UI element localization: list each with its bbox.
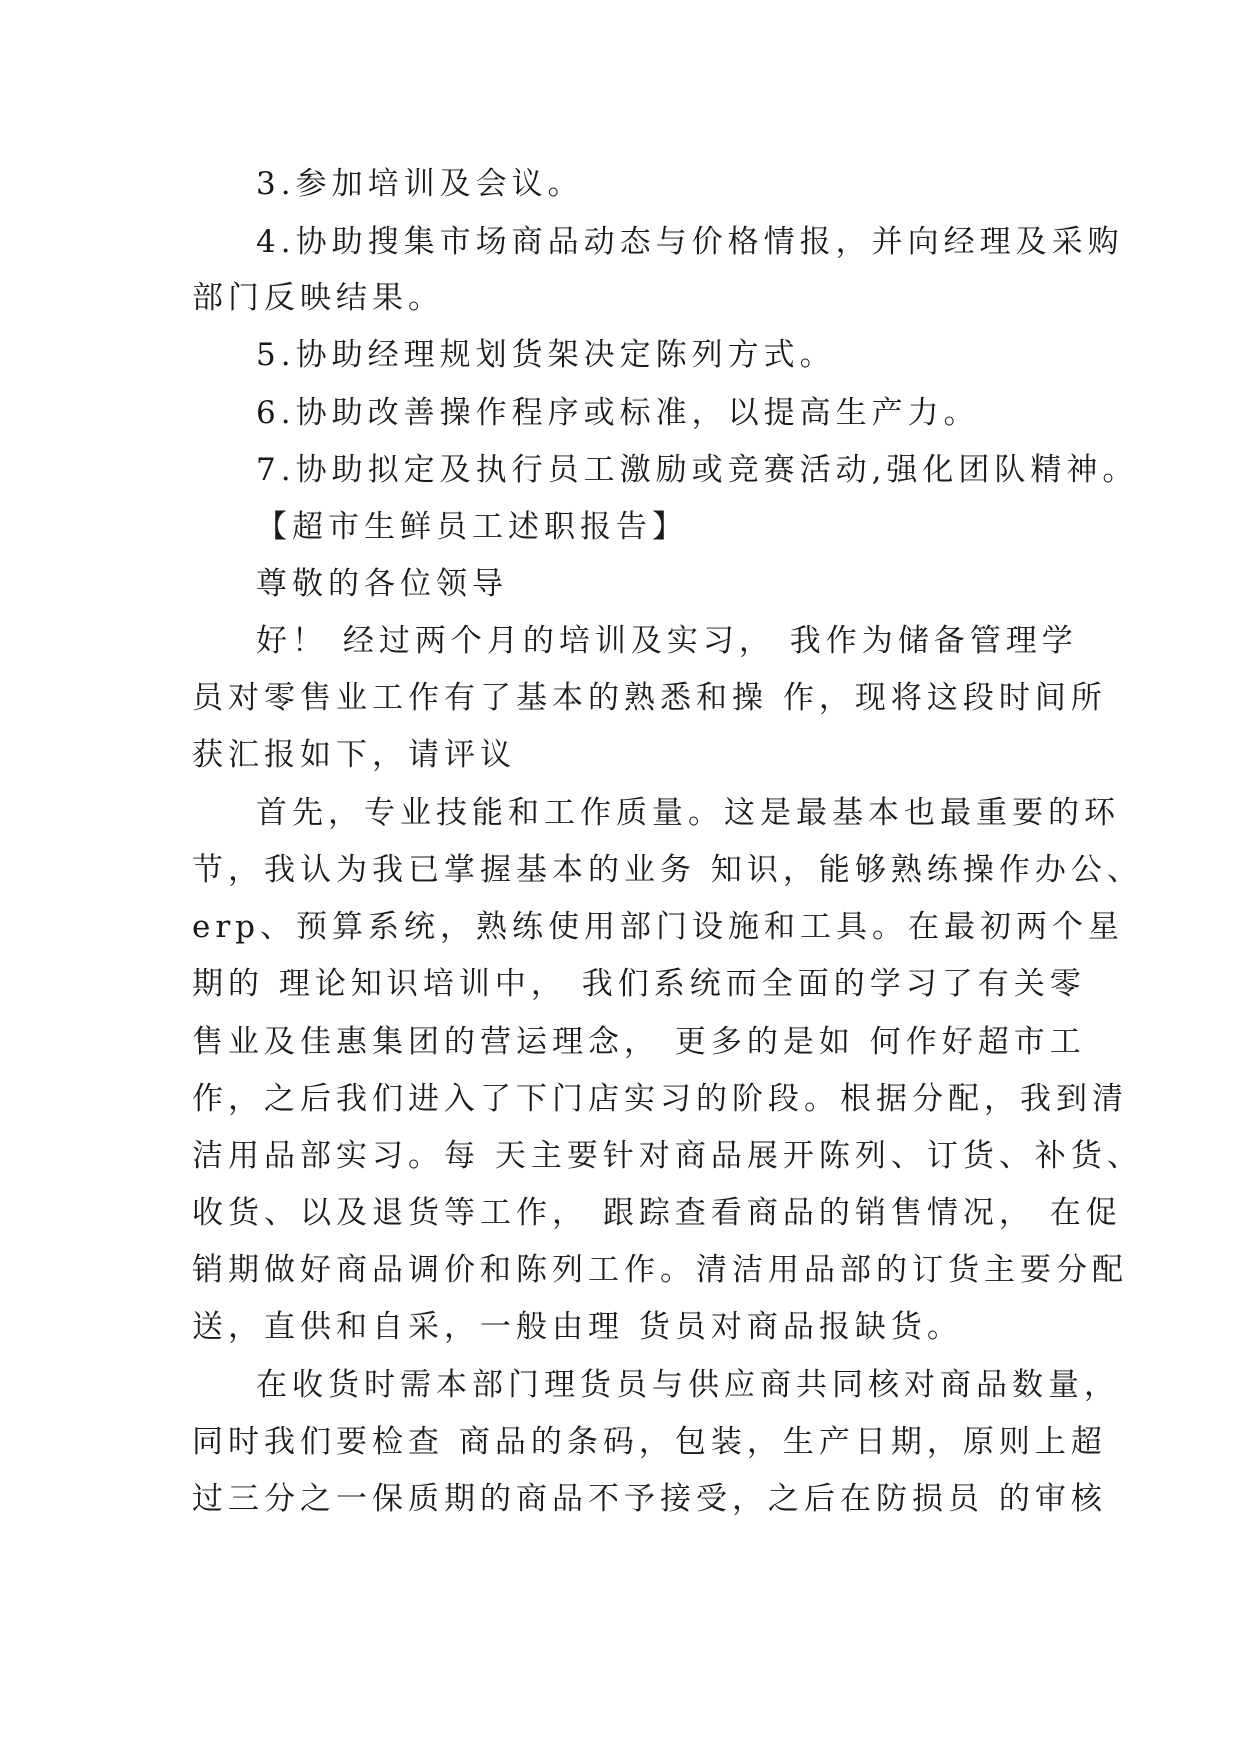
list-item-6: 6.协助改善操作程序或标准，以提高生产力。 [256,395,980,431]
paragraph-line: 洁用品部实习。每 天主要针对商品展开陈列、订货、补货、 [192,1138,1143,1174]
paragraph-line: 获汇报如下，请评议 [192,737,516,773]
salutation: 尊敬的各位领导 [256,566,508,602]
paragraph-line: 好！ 经过两个月的培训及实习， 我作为储备管理学 [256,623,1078,659]
paragraph-line: 同时我们要检查 商品的条码，包装，生产日期，原则上超 [192,1424,1107,1460]
paragraph-line: 收货、以及退货等工作， 跟踪查看商品的销售情况， 在促 [192,1195,1122,1231]
paragraph-line: 期的 理论知识培训中， 我们系统而全面的学习了有关零 [192,966,1086,1002]
paragraph-line: 销期做好商品调价和陈列工作。清洁用品部的订货主要分配 [192,1252,1128,1288]
paragraph-line: 售业及佳惠集团的营运理念， 更多的是如 何作好超市工 [192,1024,1086,1060]
list-item-4: 4.协助搜集市场商品动态与价格情报，并向经理及采购 [256,224,1124,260]
paragraph-line: 员对零售业工作有了基本的熟悉和操 作，现将这段时间所 [192,680,1107,716]
paragraph-line: erp、预算系统，熟练使用部门设施和工具。在最初两个星 [192,909,1125,945]
paragraph-line: 过三分之一保质期的商品不予接受，之后在防损员 的审核 [192,1481,1107,1517]
list-item-4-continuation: 部门反映结果。 [192,280,444,316]
list-item-7: 7.协助拟定及执行员工激励或竞赛活动,强化团队精神。 [256,452,1139,488]
paragraph-line: 作，之后我们进入了下门店实习的阶段。根据分配，我到清 [192,1081,1128,1117]
paragraph-line: 送，直供和自采，一般由理 货员对商品报缺货。 [192,1309,963,1345]
section-heading: 【超市生鲜员工述职报告】 [256,509,688,545]
paragraph-line: 在收货时需本部门理货员与供应商共同核对商品数量， [256,1367,1120,1403]
paragraph-line: 节，我认为我已掌握基本的业务 知识，能够熟练操作办公、 [192,852,1143,888]
paragraph-line: 首先，专业技能和工作质量。这是最基本也最重要的环 [256,795,1120,831]
list-item-5: 5.协助经理规划货架决定陈列方式。 [256,337,836,373]
list-item-3: 3.参加培训及会议。 [256,166,584,202]
